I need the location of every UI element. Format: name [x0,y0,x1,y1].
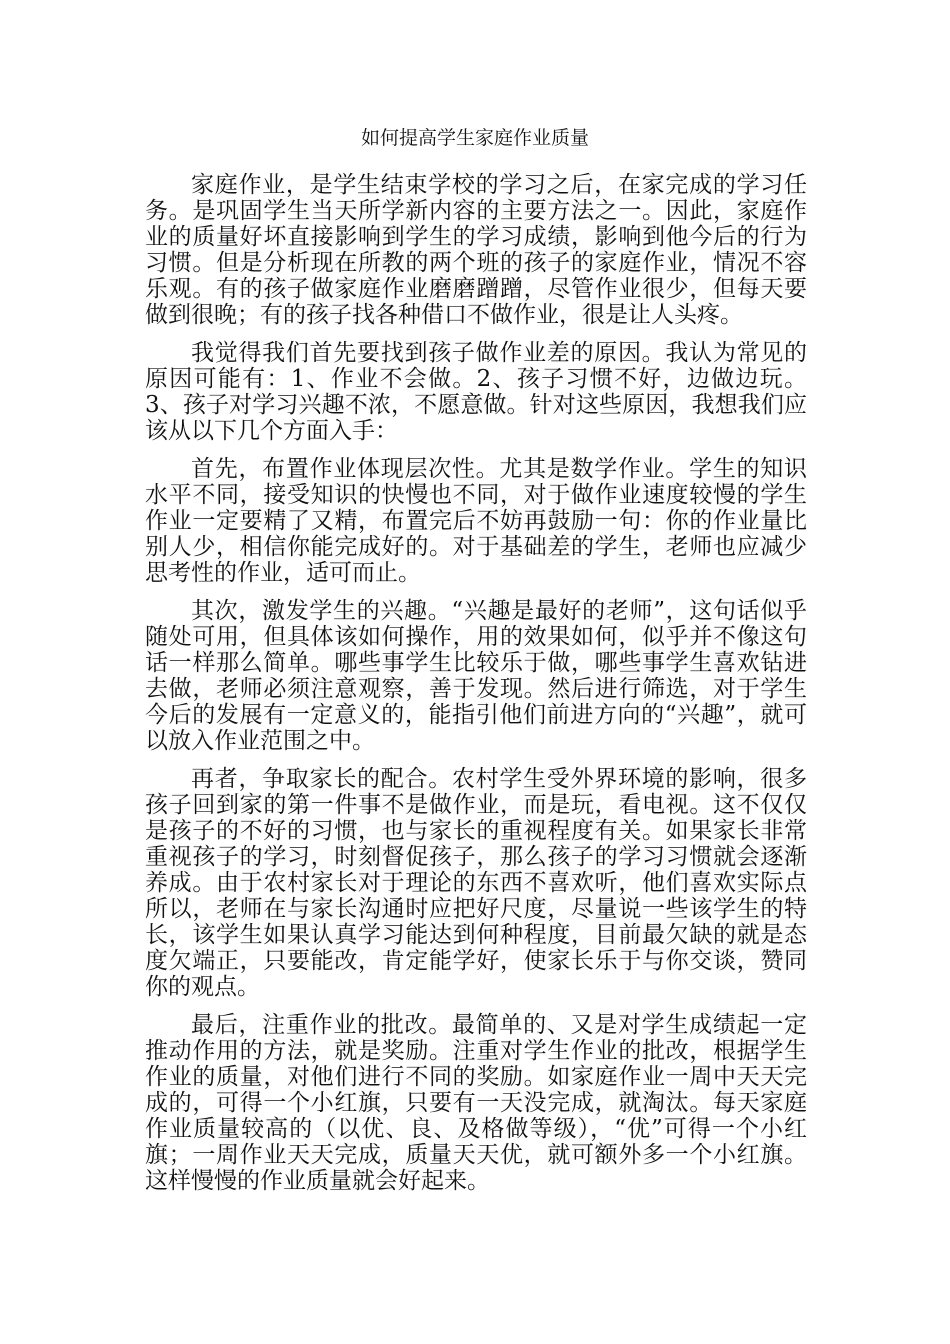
document-title: 如何提高学生家庭作业质量 [360,127,589,149]
paragraph-second: 其次，激发学生的兴趣。“兴趣是最好的老师”，这句话似乎随处可用，但具体该如何操作，用的效果如何，似乎并不像这句话一样那么简单。哪些事学生比较乐于做，哪些事学生喜欢钻进去做，老师必须注意观察，善于发现。然后进行筛选，对于学生今后的发展有一定意义的，能指引他们前进方向的“兴趣”，就可以放入作业范围之中。 [145,598,807,754]
paragraph-causes: 我觉得我们首先要找到孩子做作业差的原因。我认为常见的原因可能有：1、作业不会做。2、孩子习惯不好，边做边玩。3、孩子对学习兴趣不浓，不愿意做。针对这些原因，我想我们应该从以下几个方面入手： [145,340,807,444]
paragraph-intro: 家庭作业，是学生结束学校的学习之后，在家完成的学习任务。是巩固学生当天所学新内容的主要方法之一。因此，家庭作业的质量好坏直接影响到学生的学习成绩，影响到他今后的行为习惯。但是分析现在所教的两个班的孩子的家庭作业，情况不容乐观。有的孩子做家庭作业磨磨蹭蹭，尽管作业很少，但每天要做到很晚；有的孩子找各种借口不做作业，很是让人头疼。 [145,172,807,328]
paragraph-first: 首先，布置作业体现层次性。尤其是数学作业。学生的知识水平不同，接受知识的快慢也不同，对于做作业速度较慢的学生作业一定要精了又精，布置完后不妨再鼓励一句：你的作业量比别人少，相信你能完成好的。对于基础差的学生，老师也应减少思考性的作业，适可而止。 [145,456,807,586]
paragraph-third: 再者，争取家长的配合。农村学生受外界环境的影响，很多孩子回到家的第一件事不是做作业，而是玩，看电视。这不仅仅是孩子的不好的习惯，也与家长的重视程度有关。如果家长非常重视孩子的学习，时刻督促孩子，那么孩子的学习习惯就会逐渐养成。由于农村家长对于理论的东西不喜欢听，他们喜欢实际点所以，老师在与家长沟通时应把好尺度，尽量说一些该学生的特长，该学生如果认真学习能达到何种程度，目前最欠缺的就是态度欠端正，只要能改，肯定能学好，使家长乐于与你交谈，赞同你的观点。 [145,766,807,1000]
paragraph-last: 最后，注重作业的批改。最简单的、又是对学生成绩起一定推动作用的方法，就是奖励。注重对学生作业的批改，根据学生作业的质量，对他们进行不同的奖励。如家庭作业一周中天天完成的，可得一个小红旗，只要有一天没完成，就淘汰。每天家庭作业质量较高的（以优、良、及格做等级），“优”可得一个小红旗；一周作业天天完成，质量天天优，就可额外多一个小红旗。这样慢慢的作业质量就会好起来。 [145,1012,807,1194]
document-body [145,172,807,1206]
